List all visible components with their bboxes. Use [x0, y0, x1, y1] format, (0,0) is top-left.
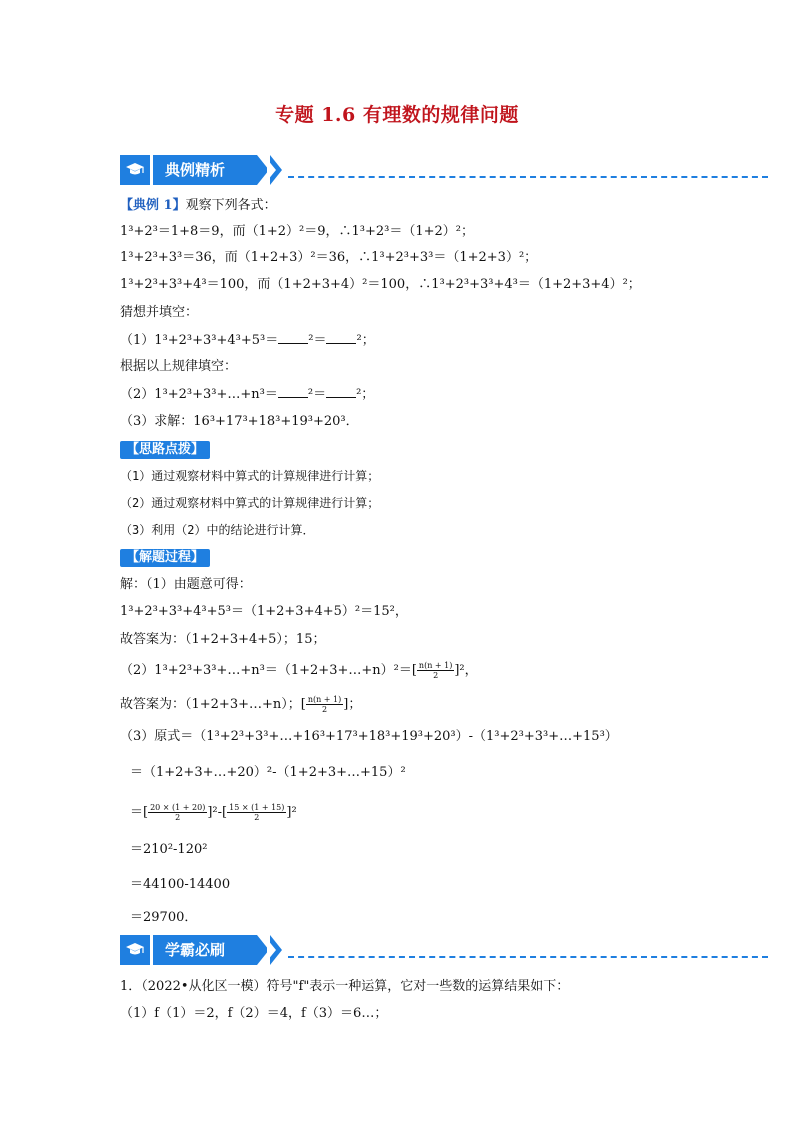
solution-line: ＝210²-120²: [130, 842, 208, 857]
answer-blank: [326, 331, 356, 344]
solution-line: （3）原式＝（1³+2³+3³+…+16³+17³+18³+19³+20³）-（1³+2³+3³+…+15³）: [120, 729, 618, 744]
solution-heading: [120, 549, 210, 567]
fraction: $\frac{n(n + 1)}{2}$: [307, 695, 342, 714]
solution-tag: 【解题过程】: [120, 549, 210, 567]
solution-line: ＝[ $\frac{20 \times (1 + 20)}{2}$ ]²-[ $\frac{15 \times (1 + 15)}{2}$ ]²: [130, 803, 297, 822]
hint-line: （1）通过观察材料中算式的计算规律进行计算；: [120, 469, 380, 483]
observation-line: 1³+2³＝1+8＝9，而（1+2）²＝9，∴1³+2³＝（1+2）²；: [120, 224, 474, 239]
graduation-cap-icon: [120, 155, 150, 185]
solution-line: 故答案为：（1+2+3+…+n）；[ $\frac{n(n + 1)}{2}$ ]；: [120, 695, 362, 714]
banner-divider: [288, 956, 768, 958]
example-heading: [120, 197, 277, 215]
solution-line: ＝（1+2+3+…+20）²-（1+2+3+…+15）²: [130, 765, 406, 780]
section-title-practice: 学霸必刷: [153, 935, 257, 965]
solution-line: （2）1³+2³+3³+…+n³＝（1+2+3+…+n）²＝[ $\frac{n(n + 1)}{2}$ ]²，: [120, 661, 478, 680]
answer-blank: [278, 331, 308, 344]
question-2: （2）1³+2³+3³+…+n³＝ ²＝ ²；: [120, 387, 375, 402]
hint-line: （2）通过观察材料中算式的计算规律进行计算；: [120, 496, 380, 510]
question-3: （3）求解：16³+17³+18³+19³+20³．: [120, 414, 359, 429]
question-1: （1）1³+2³+3³+4³+5³＝ ²＝ ²；: [120, 333, 375, 348]
hint-tag: 【思路点拨】: [120, 441, 210, 459]
guess-prompt: 猜想并填空：: [120, 305, 199, 320]
graduation-cap-icon: [120, 935, 150, 965]
observation-line: 1³+2³+3³+4³＝100，而（1+2+3+4）²＝100，∴1³+2³+3³+4³＝（1+2+3+4）²；: [120, 277, 641, 292]
hint-heading: [120, 441, 210, 459]
example-intro: 观察下列各式：: [185, 198, 277, 213]
section-banner-practice: [120, 935, 770, 965]
solution-line: 故答案为：（1+2+3+4+5）；15；: [120, 632, 326, 647]
problem-line: （1）f（1）＝2，f（2）＝4，f（3）＝6…；: [120, 1006, 388, 1021]
problem-line: 1．（2022•从化区一模）符号"f"表示一种运算，它对一些数的运算结果如下：: [120, 979, 570, 994]
section-banner-examples: [120, 155, 770, 185]
page-title: 专题 1.6 有理数的规律问题: [275, 104, 519, 126]
solution-line: 解：（1）由题意可得：: [120, 577, 252, 592]
solution-line: ＝29700．: [130, 910, 198, 925]
solution-line: ＝44100-14400: [130, 877, 231, 892]
example-label: 【典例 1】: [120, 198, 186, 213]
answer-blank: [326, 385, 356, 398]
fraction: $\frac{15 \times (1 + 15)}{2}$: [229, 803, 285, 822]
observation-line: 1³+2³+3³＝36，而（1+2+3）²＝36，∴1³+2³+3³＝（1+2+3）²；: [120, 250, 538, 265]
answer-blank: [278, 385, 308, 398]
fraction: $\frac{20 \times (1 + 20)}{2}$: [150, 803, 206, 822]
banner-divider: [288, 176, 768, 178]
fraction: $\frac{n(n + 1)}{2}$: [418, 661, 453, 680]
hint-line: （3）利用（2）中的结论进行计算．: [120, 523, 315, 537]
rule-prompt: 根据以上规律填空：: [120, 359, 238, 374]
section-title-examples: 典例精析: [153, 155, 257, 185]
solution-line: 1³+2³+3³+4³+5³＝（1+2+3+4+5）²＝15²，: [120, 604, 408, 619]
